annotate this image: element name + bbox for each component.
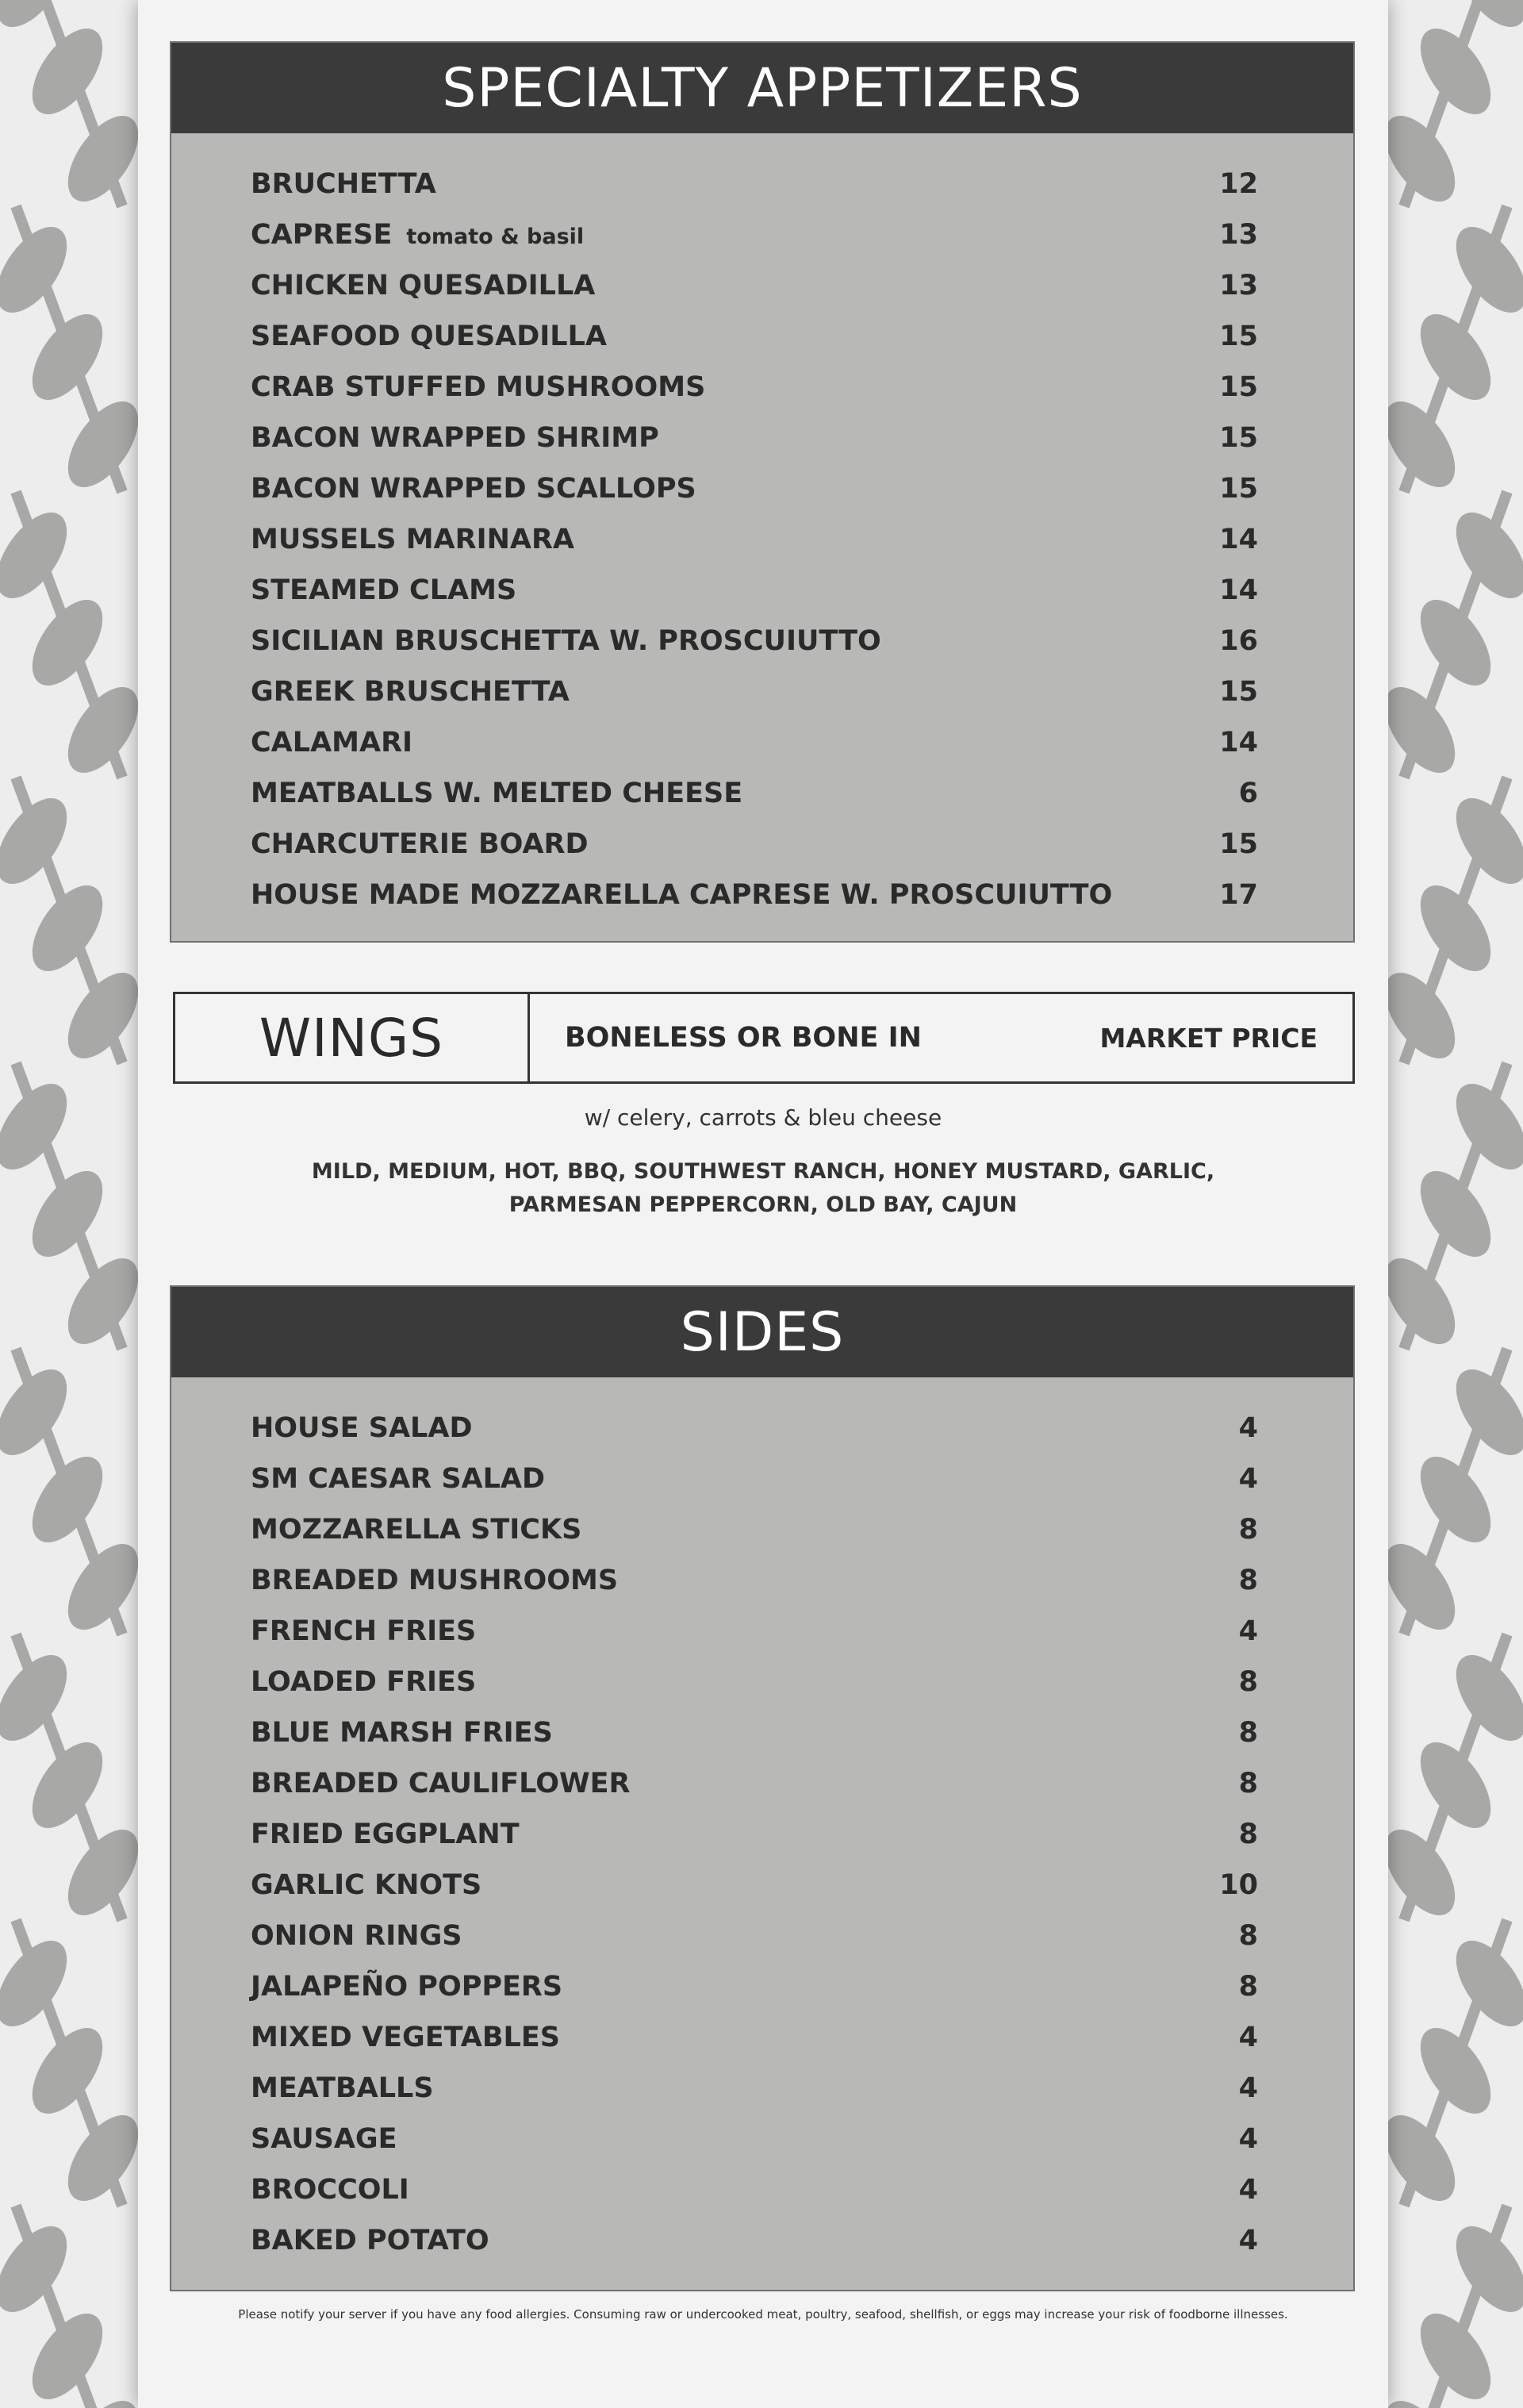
menu-item	[171, 1555, 1353, 1606]
menu-item-name	[251, 676, 1210, 708]
item-name-text: MIXED VEGETABLES	[251, 2022, 560, 2053]
menu-item	[171, 1758, 1353, 1809]
menu-item-name	[251, 1768, 1210, 1799]
menu-item	[171, 819, 1353, 870]
menu-item-name	[251, 828, 1210, 860]
menu-item-name	[251, 1565, 1210, 1596]
menu-item	[171, 1961, 1353, 2012]
menu-item	[171, 362, 1353, 413]
appetizers-title: SPECIALTY APPETIZERS	[171, 43, 1353, 133]
item-name-text: CAPRESE	[251, 219, 393, 251]
menu-item-name	[251, 270, 1210, 301]
item-name-text: GREEK BRUSCHETTA	[251, 676, 570, 708]
item-name-text: MEATBALLS W. MELTED CHEESE	[251, 778, 743, 809]
menu-item-name	[251, 727, 1210, 759]
menu-item-price: 15	[1219, 422, 1258, 454]
menu-item-name	[251, 1514, 1210, 1546]
item-name-text: SAUSAGE	[251, 2123, 397, 2155]
wings-details	[530, 994, 1352, 1081]
menu-item-price: 15	[1219, 473, 1258, 505]
menu-item	[171, 1809, 1353, 1860]
menu-item-price: 4	[1238, 2072, 1258, 2104]
item-name-text: LOADED FRIES	[251, 1666, 477, 1698]
menu-item-price: 15	[1219, 321, 1258, 352]
menu-item-price: 4	[1238, 2022, 1258, 2053]
menu-item	[171, 2063, 1353, 2114]
menu-item-price: 8	[1238, 1768, 1258, 1799]
menu-item	[171, 2215, 1353, 2266]
menu-item	[171, 514, 1353, 565]
item-name-text: HOUSE MADE MOZZARELLA CAPRESE W. PROSCUIUTTO	[251, 879, 1113, 911]
menu-item	[171, 2114, 1353, 2164]
wings-flavors	[138, 1155, 1388, 1222]
menu-item-name	[251, 1869, 1210, 1901]
menu-item-name	[251, 371, 1210, 403]
item-name-text: SM CAESAR SALAD	[251, 1463, 546, 1495]
item-name-text: BREADED MUSHROOMS	[251, 1565, 619, 1596]
sides-section	[170, 1285, 1355, 2291]
item-name-text: ONION RINGS	[251, 1920, 462, 1952]
menu-item-name	[251, 219, 1210, 251]
menu-item	[171, 1504, 1353, 1555]
menu-item-price: 8	[1238, 1514, 1258, 1546]
leaf-vine-pattern-icon	[1388, 0, 1523, 2408]
menu-item-name	[251, 321, 1210, 352]
menu-item	[171, 1657, 1353, 1707]
menu-item-price: 12	[1219, 168, 1258, 200]
menu-item-name	[251, 1615, 1210, 1647]
menu-item	[171, 209, 1353, 260]
menu-item-price: 4	[1238, 1615, 1258, 1647]
menu-item-name	[251, 473, 1210, 505]
menu-item	[171, 159, 1353, 209]
menu-item-price: 15	[1219, 676, 1258, 708]
wings-option: BONELESS OR BONE IN	[565, 1022, 922, 1054]
item-name-text: MUSSELS MARINARA	[251, 524, 575, 555]
item-name-text: CHICKEN QUESADILLA	[251, 270, 596, 301]
menu-item	[171, 565, 1353, 616]
menu-item-price: 6	[1238, 778, 1258, 809]
menu-item-name	[251, 1463, 1210, 1495]
wings-flavors-line: MILD, MEDIUM, HOT, BBQ, SOUTHWEST RANCH, HONEY MUSTARD, GARLIC,	[311, 1159, 1215, 1184]
menu-item	[171, 1911, 1353, 1961]
menu-item-name	[251, 524, 1210, 555]
menu-item-name	[251, 778, 1210, 809]
wings-box	[173, 992, 1355, 1084]
item-name-text: CALAMARI	[251, 727, 413, 759]
menu-item-price: 13	[1219, 270, 1258, 301]
menu-item-name	[251, 1971, 1210, 2003]
menu-item-name	[251, 422, 1210, 454]
item-name-text: HOUSE SALAD	[251, 1412, 473, 1444]
item-name-text: MEATBALLS	[251, 2072, 434, 2104]
menu-item-price: 17	[1219, 879, 1258, 911]
menu-item-name	[251, 168, 1210, 200]
menu-item-price: 14	[1219, 727, 1258, 759]
menu-item-price: 4	[1238, 2174, 1258, 2206]
item-name-text: GARLIC KNOTS	[251, 1869, 482, 1901]
menu-item-name	[251, 574, 1210, 606]
item-name-text: BROCCOLI	[251, 2174, 409, 2206]
menu-item	[171, 463, 1353, 514]
menu-item-name	[251, 2123, 1210, 2155]
menu-item-name	[251, 1818, 1210, 1850]
menu-item-name	[251, 879, 1210, 911]
menu-item-price: 16	[1219, 625, 1258, 657]
item-name-text: FRIED EGGPLANT	[251, 1818, 520, 1850]
menu-item	[171, 768, 1353, 819]
menu-item	[171, 1606, 1353, 1657]
menu-item-name	[251, 1920, 1210, 1952]
appetizers-section	[170, 41, 1355, 943]
wings-price: MARKET PRICE	[1099, 1022, 1318, 1054]
wings-title: WINGS	[175, 994, 530, 1081]
item-name-text: JALAPEÑO POPPERS	[251, 1971, 563, 2003]
item-name-text: BACON WRAPPED SHRIMP	[251, 422, 659, 454]
item-name-text: CRAB STUFFED MUSHROOMS	[251, 371, 706, 403]
item-name-text: BACON WRAPPED SCALLOPS	[251, 473, 696, 505]
item-name-text: STEAMED CLAMS	[251, 574, 517, 606]
menu-item-price: 8	[1238, 1666, 1258, 1698]
menu-item	[171, 717, 1353, 768]
menu-item-price: 8	[1238, 1818, 1258, 1850]
menu-item-price: 10	[1219, 1869, 1258, 1901]
menu-item-name	[251, 2072, 1210, 2104]
menu-item-name	[251, 1666, 1210, 1698]
menu-item-price: 4	[1238, 2225, 1258, 2256]
allergy-disclaimer: Please notify your server if you have any food allergies. Consuming raw or undercooked meat, poultry, seafood, shellfish, or eggs may increase your risk of foodborne illnesses.	[238, 2307, 1288, 2322]
menu-item-note: tomato & basil	[406, 225, 585, 249]
menu-page	[138, 0, 1388, 2408]
item-name-text: CHARCUTERIE BOARD	[251, 828, 589, 860]
menu-item-price: 8	[1238, 1920, 1258, 1952]
item-name-text: SICILIAN BRUSCHETTA W. PROSCUIUTTO	[251, 625, 881, 657]
menu-item-price: 14	[1219, 574, 1258, 606]
menu-item-name	[251, 1717, 1210, 1749]
menu-item	[171, 1860, 1353, 1911]
menu-item	[171, 260, 1353, 311]
menu-item-price: 8	[1238, 1971, 1258, 2003]
menu-item-price: 15	[1219, 828, 1258, 860]
menu-item	[171, 413, 1353, 463]
menu-item-price: 4	[1238, 2123, 1258, 2155]
item-name-text: MOZZARELLA STICKS	[251, 1514, 582, 1546]
menu-item	[171, 2164, 1353, 2215]
menu-item-price: 4	[1238, 1412, 1258, 1444]
menu-item-price: 14	[1219, 524, 1258, 555]
item-name-text: FRENCH FRIES	[251, 1615, 477, 1647]
sides-title: SIDES	[171, 1287, 1353, 1377]
item-name-text: BAKED POTATO	[251, 2225, 489, 2256]
menu-item-name	[251, 625, 1210, 657]
wings-flavors-line: PARMESAN PEPPERCORN, OLD BAY, CAJUN	[508, 1192, 1018, 1217]
menu-item	[171, 1403, 1353, 1454]
menu-item-name	[251, 2174, 1210, 2206]
menu-item	[171, 1707, 1353, 1758]
menu-item-price: 4	[1238, 1463, 1258, 1495]
menu-item-price: 15	[1219, 371, 1258, 403]
item-name-text: BLUE MARSH FRIES	[251, 1717, 553, 1749]
leaf-vine-pattern-icon	[0, 0, 138, 2408]
menu-item-name	[251, 2022, 1210, 2053]
menu-item	[171, 2012, 1353, 2063]
item-name-text: BREADED CAULIFLOWER	[251, 1768, 631, 1799]
item-name-text: SEAFOOD QUESADILLA	[251, 321, 608, 352]
menu-item	[171, 1454, 1353, 1504]
item-name-text: BRUCHETTA	[251, 168, 436, 200]
menu-item	[171, 666, 1353, 717]
menu-item-name	[251, 1412, 1210, 1444]
wings-served-with: w/ celery, carrots & bleu cheese	[584, 1104, 942, 1131]
menu-item-price: 8	[1238, 1717, 1258, 1749]
menu-item	[171, 311, 1353, 362]
appetizers-list	[171, 133, 1353, 920]
menu-item	[171, 616, 1353, 666]
sides-list	[171, 1377, 1353, 2266]
menu-item-name	[251, 2225, 1210, 2256]
menu-item-price: 13	[1219, 219, 1258, 251]
menu-item-price: 8	[1238, 1565, 1258, 1596]
menu-item	[171, 870, 1353, 920]
